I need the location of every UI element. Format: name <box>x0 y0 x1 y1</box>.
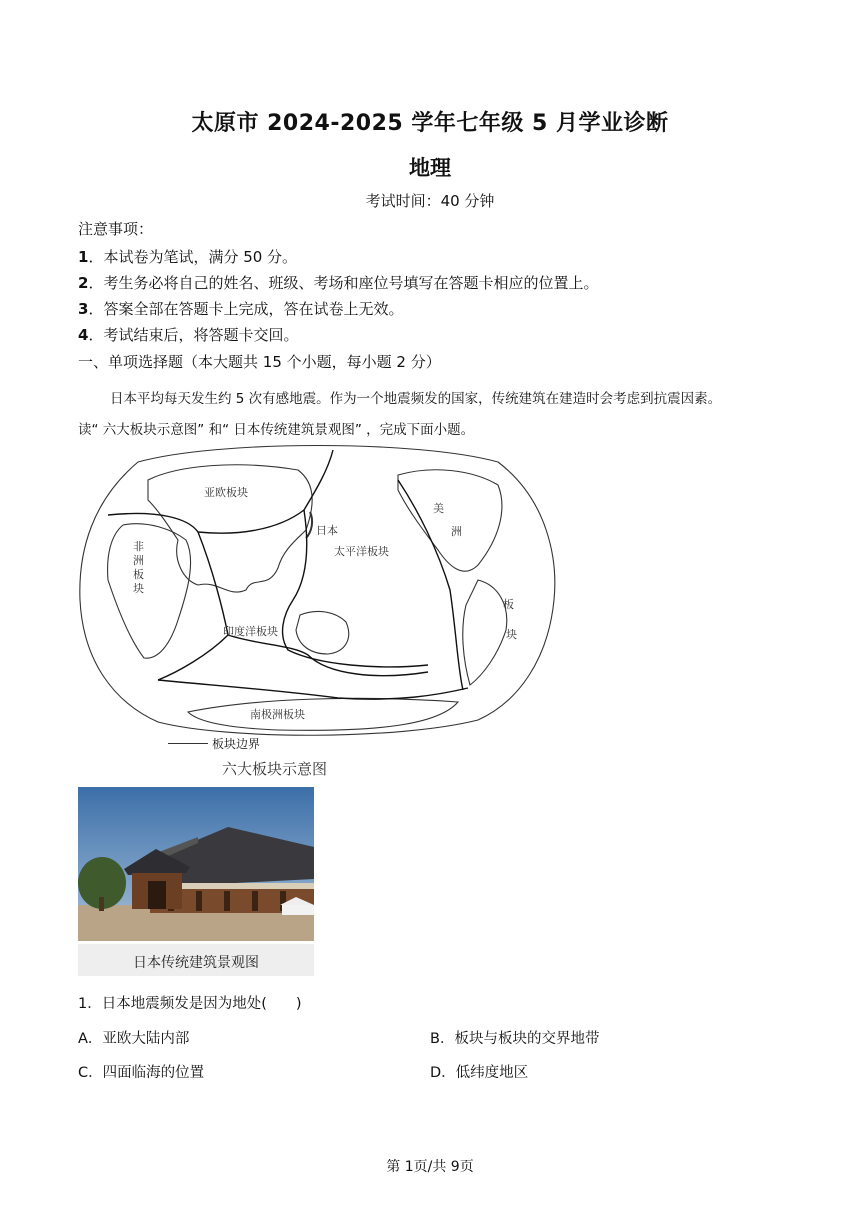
note-num: 1 <box>78 248 89 266</box>
north-america-outline <box>398 470 502 571</box>
label-africa-plate-2: 洲 <box>133 554 144 567</box>
antarctica-outline <box>188 698 458 730</box>
map-outline <box>80 446 555 736</box>
option-b[interactable]: B．板块与板块的交界地带 <box>430 1031 600 1047</box>
note-text: ．考生务必将自己的姓名、班级、考场和座位号填写在答题卡相应的位置上。 <box>88 274 599 292</box>
label-america-plate-1: 美 <box>433 502 444 515</box>
note-item-3 <box>78 298 403 319</box>
page-number: 第 1页/共 9页 <box>386 1159 474 1175</box>
question-1-stem: 1．日本地震频发是因为地处( ) <box>78 996 302 1012</box>
notes-heading: 注意事项： <box>78 220 154 238</box>
photo-caption: 日本传统建筑景观图 <box>133 955 259 971</box>
option-c[interactable]: C．四面临海的位置 <box>78 1065 205 1081</box>
legend-label: 板块边界 <box>212 737 261 751</box>
note-text: ．本试卷为笔试，满分 50 分。 <box>88 248 298 266</box>
note-num: 3 <box>78 300 89 318</box>
label-eurasia-plate: 亚欧板块 <box>204 486 248 499</box>
note-item-2 <box>78 272 598 293</box>
africa-outline <box>108 524 191 659</box>
option-a[interactable]: A．亚欧大陆内部 <box>78 1031 190 1047</box>
australia-outline <box>296 611 349 654</box>
exam-time: 考试时间：40 分钟 <box>365 192 495 210</box>
south-america-outline <box>463 580 507 685</box>
exam-title: 太原市 2024-2025 学年七年级 5 月学业诊断 <box>191 111 669 136</box>
boundary-line-icon <box>168 743 208 744</box>
plate-boundary <box>228 635 428 676</box>
plate-boundary <box>158 680 468 699</box>
label-america-plate-2: 洲 <box>451 525 462 538</box>
note-item-4 <box>78 324 298 345</box>
subject-title: 地理 <box>409 156 451 180</box>
section-title: 一、单项选择题（本大题共 15 个小题，每小题 2 分） <box>78 353 441 371</box>
label-africa-plate-1: 非 <box>133 540 144 553</box>
label-pacific-plate: 太平洋板块 <box>334 545 389 558</box>
japanese-building-photo <box>78 787 314 941</box>
label-africa-plate-4: 块 <box>133 582 144 595</box>
plate-boundary <box>283 510 428 667</box>
passage-line-2: 读“ 六大板块示意图” 和“ 日本传统建筑景观图” ，完成下面小题。 <box>78 422 475 438</box>
eurasia-outline <box>148 465 312 592</box>
label-japan: 日本 <box>316 524 338 537</box>
note-num: 2 <box>78 274 89 292</box>
plate-boundary <box>158 532 228 680</box>
label-america-plate-3: 板 <box>503 598 514 611</box>
label-africa-plate-3: 板 <box>133 568 144 581</box>
plate-map <box>78 440 558 740</box>
plate-boundary <box>398 480 463 690</box>
note-text: ．考试结束后，将答题卡交回。 <box>88 326 299 344</box>
note-text: ．答案全部在答题卡上完成，答在试卷上无效。 <box>88 300 404 318</box>
map-caption: 六大板块示意图 <box>222 760 328 778</box>
note-item-1 <box>78 246 297 267</box>
label-america-plate-4: 块 <box>506 628 517 641</box>
label-antarctic-plate: 南极洲板块 <box>250 708 305 721</box>
label-indian-plate: 印度洋板块 <box>223 625 278 638</box>
map-legend <box>168 735 260 752</box>
passage-line-1: 日本平均每天发生约 5 次有感地震。作为一个地震频发的国家，传统建筑在建造时会考虑到抗震因素。 <box>110 391 722 407</box>
note-num: 4 <box>78 326 89 344</box>
option-d[interactable]: D．低纬度地区 <box>430 1065 529 1081</box>
